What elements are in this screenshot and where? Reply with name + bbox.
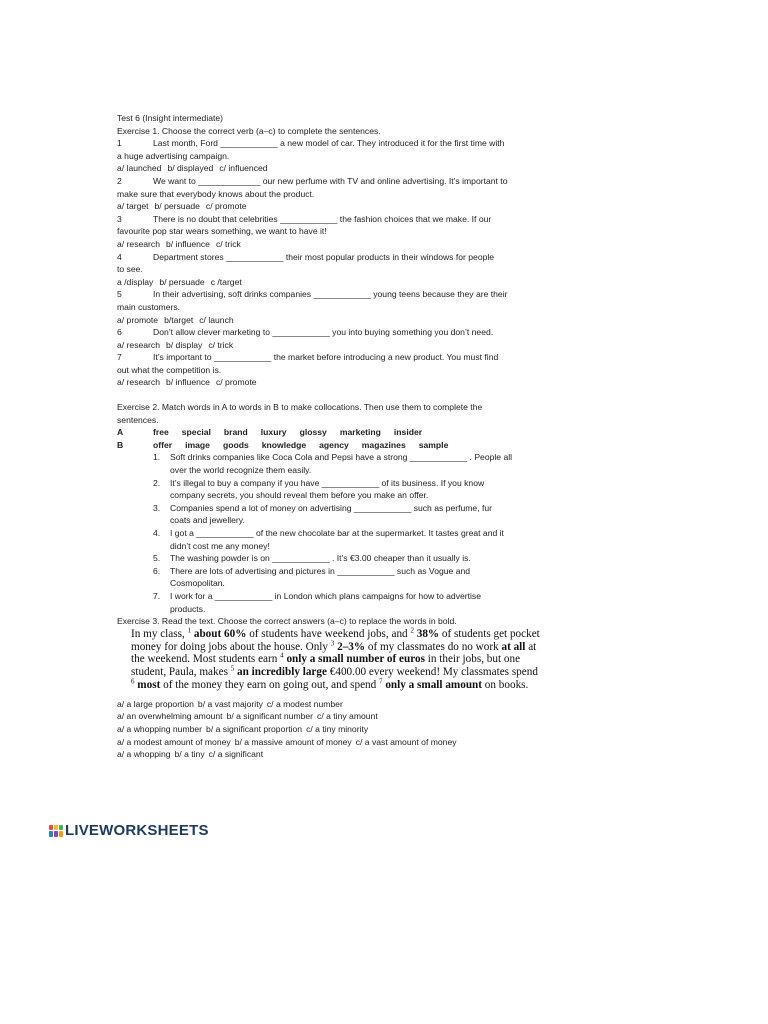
collocation-word: goods — [222, 439, 249, 450]
collocation-word: brand — [223, 427, 248, 438]
sentence-text — [170, 552, 579, 565]
answer-options — [117, 200, 579, 213]
bold-phrase: about 60% — [191, 627, 247, 640]
option-a: a /display — [117, 276, 154, 287]
sentence-item — [117, 502, 579, 527]
question-row — [117, 326, 579, 339]
question-row — [117, 175, 579, 188]
question-text-cont: favourite pop star wears something, we want to have it! — [117, 226, 327, 237]
row-a-label: A — [117, 427, 124, 438]
sentence-number: 7. — [153, 590, 161, 601]
sentence-line-cont: over the world recognize them easily. — [170, 465, 312, 476]
answer-row — [117, 698, 579, 711]
question-text-cont: to see. — [117, 264, 143, 275]
row-b-words — [153, 439, 461, 452]
text-part: student, Paula, makes — [131, 666, 231, 679]
collocation-row-b — [117, 439, 579, 452]
sentence-item — [117, 590, 579, 615]
exercise-3-heading: Exercise 3. Read the text. Choose the correct answers (a–c) to replace the words in bold. — [117, 616, 457, 627]
sentence-item — [117, 477, 579, 502]
superscript: 1 — [187, 626, 192, 635]
answer-options — [117, 238, 579, 251]
option-b: b/ persuade — [159, 276, 205, 287]
sentence-line: It’s illegal to buy a company if you have ____________ of its business. If you know — [170, 477, 485, 488]
answer-option-b: b/ a tiny — [174, 749, 205, 760]
sentence-line-cont: products. — [170, 603, 206, 614]
bold-phrase: only a small amount — [382, 678, 482, 691]
collocation-word: glossy — [299, 427, 327, 438]
option-a: a/ research — [117, 377, 160, 388]
answer-options — [117, 162, 579, 175]
answer-option-a: a/ a whopping — [117, 749, 171, 760]
collocation-row-a — [117, 426, 579, 439]
question-number: 2 — [117, 175, 122, 186]
logo-square — [49, 831, 53, 837]
collocation-word: insider — [393, 427, 423, 438]
collocation-word: image — [185, 439, 210, 450]
collocation-word: knowledge — [261, 439, 307, 450]
sentence-number: 4. — [153, 528, 161, 538]
answer-option-b: b/ a massive amount of money — [234, 736, 352, 747]
option-c: c /target — [210, 276, 242, 287]
answer-option-c: c/ a vast amount of money — [355, 736, 457, 747]
logo-square — [59, 831, 63, 837]
text-part: at — [525, 640, 537, 653]
question-text-cont: make sure that everybody knows about the product. — [117, 188, 315, 199]
exercise-2-heading: Exercise 2. Match words in A to words in B to make collocations. Then use them to complete the — [117, 402, 483, 413]
answer-option-a: a/ a whopping number — [117, 723, 203, 734]
option-b: b/ displayed — [167, 163, 214, 174]
sentence-item — [117, 552, 579, 565]
bold-phrase: at all — [501, 640, 526, 653]
text-part: €400.00 every weekend! My classmates spend — [326, 666, 538, 679]
text-part: on books. — [482, 678, 529, 691]
exercise-2-heading-cont: sentences. — [117, 414, 159, 425]
exercise-2-items — [117, 451, 579, 615]
sentence-text — [170, 477, 579, 502]
collocation-word: agency — [319, 439, 349, 450]
logo-square — [54, 831, 58, 837]
sentence-line: The washing powder is on ____________ . It’s €3.00 cheaper than it usually is. — [170, 553, 471, 564]
sentence-line-cont: company secrets, you should reveal them before you make an offer. — [170, 490, 429, 501]
logo-text: LIVEWORKSHEETS — [65, 822, 209, 839]
question-text-cont: out what the competition is. — [117, 364, 222, 375]
text-part: of my classmates do no work — [365, 640, 502, 653]
option-c: c/ promote — [205, 201, 247, 212]
bold-phrase: 38% — [413, 627, 440, 640]
text-part: of students have weekend jobs, and — [246, 627, 411, 640]
question-text: In their advertising, soft drinks companies ____________ young teens because they are their — [153, 289, 508, 300]
question-number: 5 — [117, 289, 122, 300]
option-a: a/ research — [117, 238, 160, 249]
sentence-number: 5. — [153, 553, 161, 564]
sentence-number: 2. — [153, 477, 161, 488]
bold-phrase: 2–3% — [334, 640, 366, 653]
option-c: c/ trick — [208, 339, 234, 350]
collocation-word: marketing — [339, 427, 381, 438]
option-b: b/ influence — [166, 238, 210, 249]
sentence-line-cont: didn’t cost me any money! — [170, 540, 270, 551]
sentence-text — [170, 451, 579, 476]
question-text: Don’t allow clever marketing to ____________ you into buying something you don’t need. — [153, 327, 494, 338]
question-row — [117, 251, 579, 264]
sentence-item — [117, 527, 579, 552]
text-part: money for doing jobs about the house. Only — [131, 640, 331, 653]
question-number: 7 — [117, 352, 122, 363]
superscript: 4 — [280, 651, 284, 660]
collocation-word: sample — [418, 439, 449, 450]
question-number: 3 — [117, 213, 122, 224]
exercise-1-items — [117, 137, 579, 389]
sentence-number: 1. — [153, 452, 161, 463]
sentence-text — [170, 527, 579, 552]
sentence-line: I work for a ____________ in London which plans campaigns for how to advertise — [170, 590, 482, 601]
answer-options — [117, 339, 579, 352]
question-text: There is no doubt that celebrities ____________ the fashion choices that we make. If our — [153, 213, 492, 224]
logo-square — [59, 825, 63, 831]
option-b: b/ display — [166, 339, 203, 350]
question-row — [117, 288, 579, 301]
collocation-word: free — [153, 427, 169, 438]
question-row — [117, 137, 579, 150]
exercise-1-heading: Exercise 1. Choose the correct verb (a–c) to complete the sentences. — [117, 125, 381, 136]
sentence-line-cont: Cosmopolitan. — [170, 578, 225, 589]
sentence-text — [170, 590, 579, 615]
superscript: 2 — [410, 626, 414, 635]
liveworksheets-logo — [49, 822, 209, 839]
option-a: a/ target — [117, 201, 149, 212]
question-text: Department stores ____________ their most popular products in their windows for people — [153, 251, 495, 262]
question-number: 6 — [117, 327, 122, 338]
bold-phrase: only a small number of euros — [283, 653, 425, 666]
question-number: 1 — [117, 138, 122, 149]
question-row — [117, 213, 579, 226]
collocation-word: luxury — [260, 427, 287, 438]
option-b: b/ influence — [166, 377, 210, 388]
text-part: the weekend. Most students earn — [131, 653, 281, 666]
sentence-line: Companies spend a lot of money on advertising ____________ such as perfume, fur — [170, 502, 492, 513]
option-c: c/ trick — [215, 238, 241, 249]
test-title: Test 6 (Insight intermediate) — [117, 113, 224, 123]
option-c: c/ promote — [215, 377, 257, 388]
superscript: 3 — [330, 638, 335, 647]
sentence-number: 6. — [153, 565, 161, 576]
option-b: b/ persuade — [154, 201, 200, 212]
superscript: 5 — [230, 664, 235, 673]
sentence-line: There are lots of advertising and pictures in ____________ such as Vogue and — [170, 565, 471, 576]
row-b-label: B — [117, 439, 124, 450]
exercise-3-answers — [117, 698, 579, 761]
answer-row — [117, 736, 579, 749]
answer-row — [117, 710, 579, 723]
answer-row — [117, 748, 579, 761]
sentence-text — [170, 502, 579, 527]
superscript: 6 — [131, 677, 135, 686]
question-text: Last month, Ford ____________ a new model of car. They introduced it for the first time with — [153, 138, 505, 149]
bold-phrase: an incredibly large — [234, 666, 327, 679]
collocation-word: magazines — [361, 439, 406, 450]
answer-option-c: c/ a modest number — [266, 698, 343, 709]
question-text: We want to _____________ our new perfume with TV and online advertising. It’s important to — [153, 175, 508, 186]
sentence-line: I got a ____________ of the new chocolate bar at the supermarket. It tastes great and it — [170, 528, 504, 538]
bold-phrase: most — [134, 678, 161, 691]
option-a: a/ launched — [117, 163, 162, 174]
option-c: c/ launch — [199, 314, 234, 325]
question-text-cont: main customers. — [117, 301, 181, 312]
answer-option-b: b/ a significant number — [226, 711, 314, 722]
sentence-item — [117, 451, 579, 476]
text-part: of students get pocket — [439, 627, 540, 640]
logo-square — [49, 825, 53, 831]
answer-option-a: a/ a large proportion — [117, 698, 194, 709]
exercise-3-text — [117, 628, 579, 692]
collocation-word: offer — [153, 439, 173, 450]
sentence-item — [117, 565, 579, 590]
sentence-line-cont: coats and jewellery. — [170, 515, 245, 526]
worksheet-content — [117, 112, 579, 761]
question-number: 4 — [117, 251, 122, 262]
sentence-text — [170, 565, 579, 590]
collocation-word: special — [181, 427, 211, 438]
answer-row — [117, 723, 579, 736]
answer-option-c: c/ a tiny amount — [317, 711, 378, 722]
text-part: in their jobs, but one — [424, 653, 521, 666]
answer-option-b: b/ a vast majority — [197, 698, 263, 709]
answer-option-b: b/ a significant proportion — [206, 723, 303, 734]
answer-option-a: a/ a modest amount of money — [117, 736, 231, 747]
option-a: a/ research — [117, 339, 160, 350]
answer-option-a: a/ an overwhelming amount — [117, 711, 223, 722]
logo-mark-icon — [49, 825, 63, 837]
option-b: b/target — [164, 314, 194, 325]
option-c: c/ influenced — [219, 163, 268, 174]
row-a-words — [153, 426, 435, 439]
text-part: of the money they earn on going out, and spend — [160, 678, 380, 691]
answer-options — [117, 376, 579, 389]
text-part: In my class, — [131, 627, 188, 640]
answer-options — [117, 276, 579, 289]
superscript: 7 — [379, 677, 383, 686]
question-text-cont: a huge advertising campaign. — [117, 150, 230, 161]
answer-options — [117, 314, 579, 327]
option-a: a/ promote — [117, 314, 159, 325]
sentence-line: Soft drinks companies like Coca Cola and Pepsi have a strong ____________ . People all — [170, 452, 513, 463]
logo-square — [54, 825, 58, 831]
sentence-number: 3. — [153, 502, 161, 513]
question-row — [117, 351, 579, 364]
answer-option-c: c/ a tiny minority — [306, 723, 369, 734]
question-text: It’s important to ____________ the market before introducing a new product. You must find — [153, 352, 499, 363]
answer-option-c: c/ a significant — [208, 749, 264, 760]
